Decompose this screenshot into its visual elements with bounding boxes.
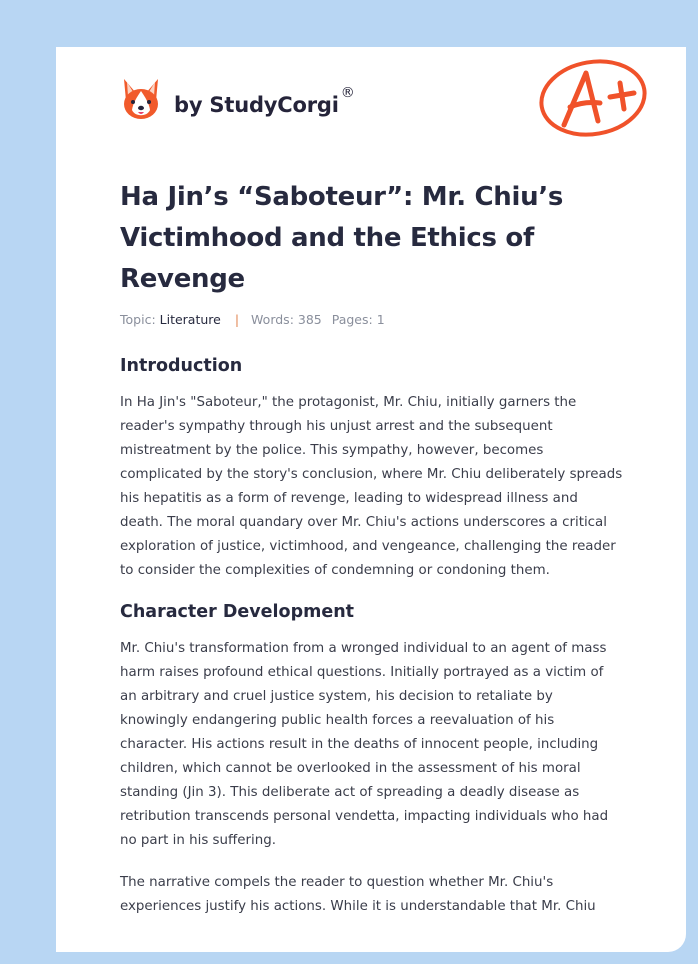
- corgi-icon: [120, 77, 162, 121]
- pages-count: 1: [376, 312, 385, 327]
- registered-mark: ®: [340, 85, 355, 101]
- topic-link[interactable]: Literature: [159, 312, 221, 327]
- topic-label: Topic:: [120, 312, 156, 327]
- words-label: Words:: [251, 312, 294, 327]
- section-heading: Introduction: [120, 356, 243, 376]
- words-count: 385: [297, 312, 322, 327]
- meta-separator: |: [234, 312, 240, 327]
- section-paragraph: In Ha Jin's "Saboteur," the protagonist, Mr. Chiu, initially garners the reader's sympathy through his unjust arrest and the subsequent mistreatment by the police. This sympathy, however, becomes complicated by the story's conclusion, where Mr. Chiu deliberately spreads his hepatitis as a form of revenge, leading to widespread illness and death. The moral quandary over Mr. Chiu's actions underscores a critical exploration of justice, victimhood, and vengeance, challenging the reader to consider the complexities of condemning or condoning them.: [120, 395, 623, 578]
- brand-name: by StudyCorgi ®: [174, 85, 355, 117]
- section-paragraph: Mr. Chiu's transformation from a wronged individual to an agent of mass harm raises profound ethical questions. Initially portrayed as a victim of an arbitrary and cruel justice system, his decision to retaliate by knowingly endangering public health forces a reevaluation of his character. His actions result in the deaths of innocent people, including children, which cannot be overlooked in the assessment of his moral standing (Jin 3). This deliberate act of spreading a deadly disease as retribution transcends personal vendetta, impacting individuals who had no part in his suffering.: [120, 641, 609, 848]
- document-meta: [120, 312, 385, 327]
- document-page: [56, 47, 686, 952]
- page-title: Ha Jin’s “Saboteur”: Mr. Chiu’s Victimhood and the Ethics of Revenge: [120, 182, 564, 294]
- pages-label: Pages:: [331, 312, 373, 327]
- section-character-development: [120, 600, 624, 919]
- section-paragraph: The narrative compels the reader to question whether Mr. Chiu's experiences justify his actions. While it is understandable that Mr. Chiu: [120, 875, 596, 914]
- grade-a-plus-icon: [536, 57, 650, 139]
- brand-logo-link[interactable]: [120, 76, 355, 122]
- section-introduction: [120, 354, 624, 583]
- section-heading: Character Development: [120, 602, 355, 622]
